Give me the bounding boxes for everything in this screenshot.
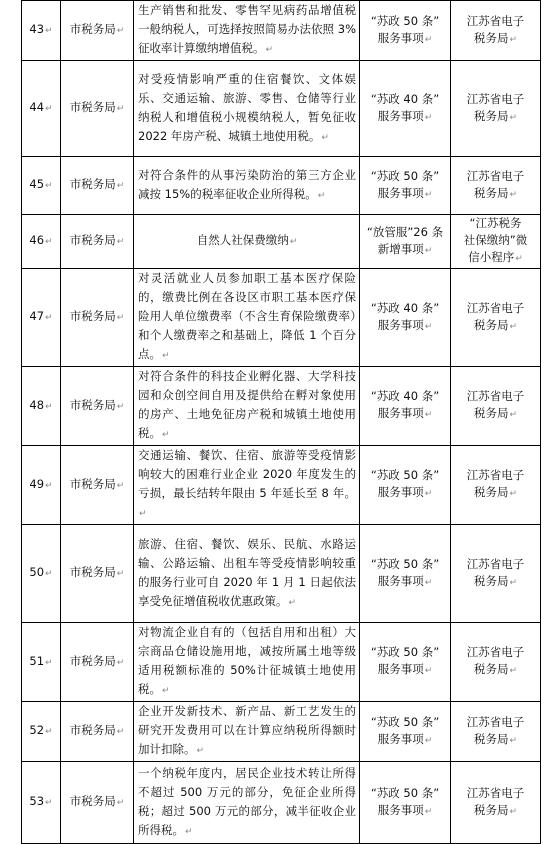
service-channel-cell [451,762,541,844]
service-channel-cell [451,215,541,269]
paragraph-mark: ↵ [116,237,125,247]
paragraph-mark: ↵ [509,666,518,676]
service-channel-line: 江苏省电子 [466,714,525,729]
responsible-org: 市税务局 [69,177,116,191]
row-number: 52 [29,723,45,737]
paragraph-mark: ↵ [424,577,433,588]
service-channel-line: 税务局↵ [473,185,518,200]
row-number-cell [22,215,61,269]
row-number-cell [22,446,61,525]
paragraph-mark: ↵ [289,237,298,247]
policy-content: 一个纳税年度内，居民企业技术转让所得不超过 500 万元的部分，免征企业所得税；超过 500 万元的部分，减半征收企业所得税。 [138,765,356,837]
service-channel-line: “江苏税务 [469,216,522,230]
policy-source-line: “苏政 50 条” [370,168,440,183]
policy-content: 对符合条件的从事污染防治的第三方企业减按 15%的税率征收企业所得税。 [138,167,356,201]
row-number: 44 [29,100,45,114]
responsible-org: 市税务局 [69,397,116,412]
paragraph-mark: ↵ [116,727,125,737]
policy-source-line: “苏政 40 条” [370,300,440,315]
row-number: 48 [29,397,45,412]
service-channel-cell [451,446,541,525]
paragraph-mark: ↵ [45,401,53,412]
service-channel-line: 税务局↵ [473,485,518,499]
paragraph-mark: ↵ [509,410,518,420]
service-channel-line: 江苏省电子 [466,13,525,28]
policy-source-cell [360,1,451,61]
service-channel-line: 税务局↵ [473,662,518,676]
row-number-cell [22,367,61,446]
responsible-org: 市税务局 [69,309,116,323]
service-channel-line: 税务局↵ [473,573,518,588]
row-number-cell [22,269,61,367]
responsible-org: 市税务局 [69,565,116,579]
table-row [22,157,541,215]
policy-source-line: 服务事项↵ [377,802,433,817]
row-number-cell [22,762,61,844]
table-row [22,61,541,157]
service-channel-cell [451,525,541,623]
row-number: 53 [29,794,45,808]
row-number: 45 [29,177,45,191]
policy-source-line: “苏政 50 条” [370,714,440,729]
paragraph-mark: ↵ [509,806,518,817]
policy-content: 旅游、住宿、餐饮、娱乐、民航、水路运输、公路运输、出租车等受疫情影响较重的服务行业可自 2020 年 1 月 1 日起依法享受免征增值税收优惠政策。 [138,536,356,608]
service-channel-line: 税务局↵ [473,30,518,45]
paragraph-mark: ↵ [45,798,53,808]
policy-content: 对灵活就业人员参加职工基本医疗保险的，缴费比例在各设区市职工基本医疗保险用人单位缴费率（不含生育保险缴费率）和个人缴费率之和基础上，降低 1 个百分点。 [138,271,356,361]
responsible-org: 市税务局 [69,100,116,114]
paragraph-mark: ↵ [509,34,518,45]
service-channel-line: 江苏省电子 [466,168,525,183]
policy-source-line: 服务事项↵ [377,485,433,499]
policy-content: 对受疫情影响严重的住宿餐饮、文体娱乐、交通运输、旅游、零售、仓储等行业纳税人和增值税小规模纳税人，暂免征收 2022 年房产税、城镇土地使用税。 [138,71,356,143]
responsible-org: 市税务局 [69,653,116,668]
responsible-org-cell [61,1,134,61]
paragraph-mark: ↵ [509,321,518,332]
responsible-org-cell [61,215,134,269]
service-channel-line: 信小程序↵ [468,250,523,264]
responsible-org: 市税务局 [69,723,116,737]
policy-content: 交通运输、餐饮、住宿、旅游等受疫情影响较大的困难行业企业 2020 年度发生的亏损，最长结转年限由 5 年延长至 8 年。 [138,448,356,500]
responsible-org-cell [61,446,134,525]
policy-source-line: 服务事项↵ [377,30,433,45]
paragraph-mark: ↵ [424,112,433,123]
policy-content-cell [134,525,360,623]
policy-source-line: “苏政 50 条” [370,468,440,482]
table-row [22,269,541,367]
policy-source-line: 服务事项↵ [377,573,433,588]
policy-source-line: “苏政 40 条” [370,389,440,403]
policy-content-cell [134,215,360,269]
policy-source-line: 服务事项↵ [377,108,433,123]
service-channel-line: 江苏省电子 [466,91,525,106]
paragraph-mark: ↵ [162,686,170,696]
paragraph-mark: ↵ [162,351,170,361]
row-number: 49 [29,476,45,491]
policy-source-cell [360,269,451,367]
policy-source-line: “苏政 50 条” [370,13,440,28]
paragraph-mark: ↵ [185,826,193,837]
policy-content: 对符合条件的科技企业孵化器、大学科技园和众创空间自用及提供给在孵对象使用的房产、土地免征房产税和城镇土地使用税。 [138,369,356,440]
row-number: 51 [29,653,45,668]
paragraph-mark: ↵ [424,410,433,420]
paragraph-mark: ↵ [424,489,433,499]
policy-source-cell [360,157,451,215]
policy-content-cell [134,623,360,702]
row-number: 47 [29,309,45,323]
service-channel-cell [451,367,541,446]
paragraph-mark: ↵ [196,746,205,756]
paragraph-mark: ↵ [116,181,125,191]
service-channel-cell [451,702,541,762]
policy-source-cell [360,61,451,157]
policy-source-cell [360,623,451,702]
service-channel-line: 税务局↵ [473,802,518,817]
policy-content-cell [134,367,360,446]
service-channel-line: 江苏省电子 [466,468,525,482]
responsible-org: 市税务局 [69,233,116,247]
paragraph-mark: ↵ [116,798,125,808]
service-channel-line: 税务局↵ [473,108,518,123]
policy-content-cell [134,61,360,157]
row-number: 46 [29,233,45,247]
policy-source-line: 服务事项↵ [377,662,433,676]
responsible-org-cell [61,525,134,623]
responsible-org-cell [61,157,134,215]
service-channel-cell [451,269,541,367]
table-body [22,1,541,844]
row-number-cell [22,702,61,762]
policy-source-line: 服务事项↵ [377,185,433,200]
responsible-org-cell [61,367,134,446]
policy-source-line: 服务事项↵ [377,731,433,746]
service-channel-cell [451,1,541,61]
responsible-org-cell [61,623,134,702]
paragraph-mark: ↵ [45,480,53,491]
table-row [22,702,541,762]
paragraph-mark: ↵ [116,657,125,668]
paragraph-mark: ↵ [45,657,53,668]
table-row [22,525,541,623]
policy-content-cell [134,762,360,844]
row-number-cell [22,525,61,623]
paragraph-mark: ↵ [116,480,125,491]
policy-source-cell [360,215,451,269]
policy-source-cell [360,446,451,525]
service-channel-line: 税务局↵ [473,731,518,746]
paragraph-mark: ↵ [424,245,433,256]
paragraph-mark: ↵ [116,26,125,36]
paragraph-mark: ↵ [424,666,433,676]
responsible-org-cell [61,702,134,762]
paragraph-mark: ↵ [45,104,53,114]
responsible-org: 市税务局 [69,22,116,36]
policy-source-cell [360,525,451,623]
paragraph-mark: ↵ [424,806,433,817]
policy-content-cell [134,269,360,367]
paragraph-mark: ↵ [515,254,523,264]
policy-source-line: “放管服”26 条 [366,224,444,239]
row-number-cell [22,1,61,61]
paragraph-mark: ↵ [509,189,518,200]
service-channel-line: 江苏省电子 [466,300,525,315]
policy-source-cell [360,367,451,446]
row-number: 50 [29,565,45,579]
policy-source-line: “苏政 50 条” [370,556,440,571]
policy-content-cell [134,446,360,525]
table-row [22,762,541,844]
policy-content: 自然人社保费缴纳 [196,233,289,247]
policy-source-line: 新增事项↵ [377,241,433,256]
paragraph-mark: ↵ [288,597,297,608]
service-channel-line: 江苏省电子 [466,556,525,571]
paragraph-mark: ↵ [424,321,433,332]
paragraph-mark: ↵ [116,569,125,579]
paragraph-mark: ↵ [45,237,53,247]
responsible-org: 市税务局 [69,476,116,491]
service-channel-cell [451,61,541,157]
table-row [22,367,541,446]
policy-source-cell [360,702,451,762]
policy-content-cell [134,1,360,61]
paragraph-mark: ↵ [321,132,329,143]
paragraph-mark: ↵ [116,313,125,323]
policy-source-line: 服务事项↵ [377,317,433,332]
table-row [22,1,541,61]
paragraph-mark: ↵ [116,104,125,114]
service-channel-line: 社保缴纳”微 [463,233,528,247]
paragraph-mark: ↵ [509,489,518,499]
paragraph-mark: ↵ [45,569,53,579]
paragraph-mark: ↵ [424,34,433,45]
service-channel-line: 江苏省电子 [466,785,525,800]
paragraph-mark: ↵ [509,735,518,746]
service-channel-cell [451,623,541,702]
policy-source-line: “苏政 50 条” [370,785,440,800]
service-channel-line: 税务局↵ [473,317,518,332]
service-channel-line: 江苏省电子 [466,645,525,659]
table-row [22,446,541,525]
policy-source-cell [360,762,451,844]
paragraph-mark: ↵ [45,727,53,737]
row-number: 43 [29,22,45,36]
paragraph-mark: ↵ [45,26,53,36]
paragraph-mark: ↵ [45,313,53,323]
paragraph-mark: ↵ [509,112,518,123]
service-channel-line: 税务局↵ [473,406,518,420]
service-channel-line: 江苏省电子 [466,389,525,403]
responsible-org-cell [61,61,134,157]
paragraph-mark: ↵ [424,735,433,746]
paragraph-mark: ↵ [139,509,147,519]
paragraph-mark: ↵ [509,577,518,588]
paragraph-mark: ↵ [116,401,125,412]
policy-content: 生产销售和批发、零售罕见病药品增值税一般纳税人，可选择按照简易办法依照 3%征收率计算缴纳增值税。 [138,3,356,55]
paragraph-mark: ↵ [45,181,53,191]
paragraph-mark: ↵ [317,190,326,201]
responsible-org: 市税务局 [69,794,116,808]
table-row [22,623,541,702]
responsible-org-cell [61,269,134,367]
policy-table [21,0,541,844]
policy-content-cell [134,157,360,215]
table-row [22,215,541,269]
policy-content: 企业开发新技术、新产品、新工艺发生的研究开发费用可以在计算应纳税所得额时加计扣除。 [138,704,356,756]
row-number-cell [22,623,61,702]
row-number-cell [22,61,61,157]
paragraph-mark: ↵ [162,430,170,440]
paragraph-mark: ↵ [424,189,433,200]
policy-content: 对物流企业自有的（包括自用和出租）大宗商品仓储设施用地，减按所属土地等级适用税额标准的 50%计征城镇土地使用税。 [138,625,356,696]
policy-source-line: “苏政 40 条” [370,91,440,106]
policy-source-line: 服务事项↵ [377,406,433,420]
service-channel-cell [451,157,541,215]
policy-source-line: “苏政 50 条” [370,645,440,659]
policy-content-cell [134,702,360,762]
responsible-org-cell [61,762,134,844]
paragraph-mark: ↵ [265,45,274,55]
row-number-cell [22,157,61,215]
